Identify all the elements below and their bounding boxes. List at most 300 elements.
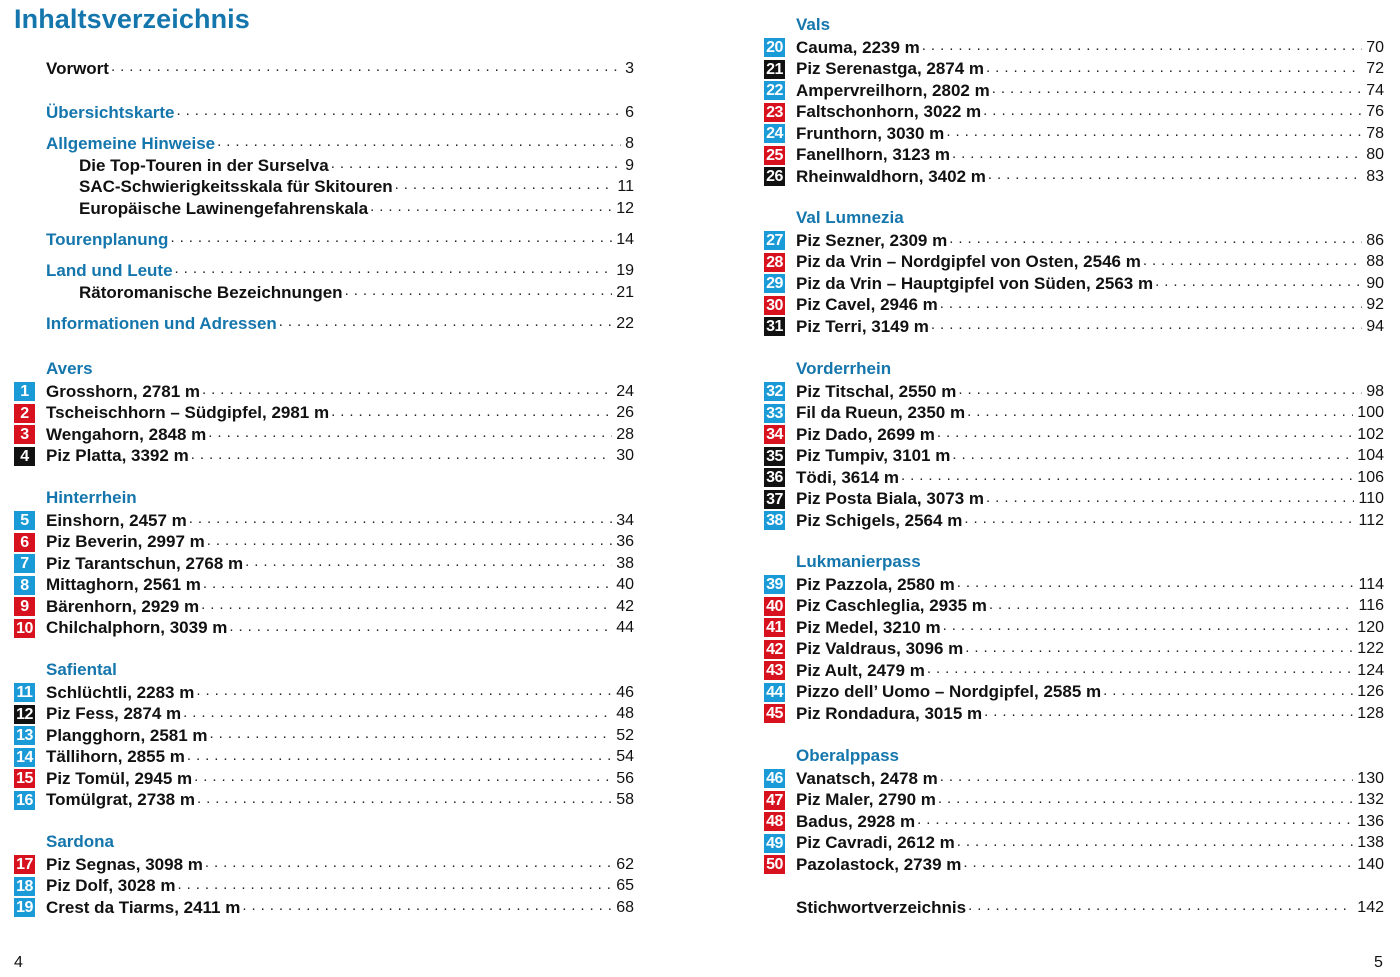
dot-leader <box>175 260 613 281</box>
dot-leader <box>927 660 1353 681</box>
toc-entry-label: SAC-Schwierigkeitsskala für Skitouren <box>79 176 393 196</box>
tour-entry-label: Piz Ault, 2479 m <box>796 660 925 680</box>
tour-entry-page: 120 <box>1357 618 1384 636</box>
section-heading: Val Lumnezia <box>796 208 904 227</box>
tour-entry-page: 72 <box>1366 60 1384 78</box>
tour-entry-page: 42 <box>616 597 634 615</box>
dot-leader <box>197 790 612 811</box>
dot-leader <box>203 575 612 596</box>
tour-entry[interactable] <box>796 660 1384 682</box>
tour-number-badge: 4 <box>14 447 35 466</box>
tour-entry-page: 38 <box>616 554 634 572</box>
dot-leader <box>170 229 612 250</box>
tour-number-badge: 26 <box>764 167 785 186</box>
right-page <box>700 0 1400 977</box>
tour-entry[interactable] <box>796 510 1384 532</box>
tour-entry[interactable] <box>796 230 1384 252</box>
dot-leader <box>983 102 1362 123</box>
dot-leader <box>177 102 622 123</box>
tour-number-badge: 29 <box>764 274 785 293</box>
toc-entry-label: Vorwort <box>46 58 109 78</box>
tour-entry[interactable] <box>46 897 634 919</box>
tour-entry[interactable] <box>46 876 634 898</box>
tour-entry[interactable] <box>46 381 634 403</box>
tour-entry-label: Chilchalphorn, 3039 m <box>46 618 228 638</box>
dot-leader <box>946 123 1362 144</box>
dot-leader <box>210 725 613 746</box>
tour-number-badge: 44 <box>764 683 785 702</box>
toc-entry-page: 3 <box>625 59 634 77</box>
tour-entry[interactable] <box>796 145 1384 167</box>
tour-number-badge: 3 <box>14 425 35 444</box>
tour-entry-page: 28 <box>616 425 634 443</box>
tour-entry-label: Ampervreilhorn, 2802 m <box>796 80 990 100</box>
section-heading: Safiental <box>46 660 117 679</box>
toc-entry[interactable] <box>79 155 634 177</box>
tour-entry-label: Cauma, 2239 m <box>796 37 920 57</box>
tour-number-badge: 8 <box>14 576 35 595</box>
toc-entry[interactable] <box>79 198 634 220</box>
page-number-right: 5 <box>1374 954 1383 971</box>
tour-entry[interactable] <box>796 424 1384 446</box>
tour-entry-label: Piz da Vrin – Nordgipfel von Osten, 2546 m <box>796 252 1141 272</box>
tour-entry[interactable] <box>796 768 1384 790</box>
tour-entry-label: Rheinwaldhorn, 3402 m <box>796 166 986 186</box>
tour-number-badge: 50 <box>764 855 785 874</box>
dot-leader <box>345 282 613 303</box>
tour-number-badge: 6 <box>14 533 35 552</box>
tour-entry-page: 124 <box>1357 661 1384 679</box>
tour-entry-label: Einshorn, 2457 m <box>46 510 187 530</box>
tour-entry-label: Fil da Rueun, 2350 m <box>796 403 966 423</box>
dot-leader <box>949 230 1362 251</box>
tour-entry[interactable] <box>796 252 1384 274</box>
dot-leader <box>964 510 1354 531</box>
tour-entry-label: Piz Tomül, 2945 m <box>46 768 193 788</box>
dot-leader <box>207 532 612 553</box>
tour-entry-label: Piz Dolf, 3028 m <box>46 876 176 896</box>
tour-entry[interactable] <box>46 790 634 812</box>
tour-entry-page: 76 <box>1366 103 1384 121</box>
dot-leader <box>183 704 612 725</box>
section-heading: Sardona <box>46 832 115 851</box>
tour-entry-page: 116 <box>1358 597 1384 615</box>
toc-entry-page: 14 <box>616 230 634 248</box>
tour-entry-label: Grosshorn, 2781 m <box>46 381 201 401</box>
section-heading: Avers <box>46 359 93 378</box>
section-heading: Vorderrhein <box>796 359 892 378</box>
dot-leader <box>331 155 621 176</box>
dot-leader <box>194 768 612 789</box>
tour-entry-page: 126 <box>1357 683 1384 701</box>
dot-leader <box>940 295 1362 316</box>
tour-entry-label: Tödi, 3614 m <box>796 467 899 487</box>
tour-entry[interactable] <box>46 596 634 618</box>
tour-entry[interactable] <box>796 166 1384 188</box>
tour-entry-page: 44 <box>616 619 634 637</box>
tour-entry-page: 104 <box>1357 447 1384 465</box>
tour-entry-label: Piz Tarantschun, 2768 m <box>46 553 244 573</box>
tour-entry[interactable] <box>46 854 634 876</box>
tour-entry[interactable] <box>796 59 1384 81</box>
tour-number-badge: 21 <box>764 60 785 79</box>
tour-entry[interactable] <box>796 403 1384 425</box>
tour-entry[interactable] <box>46 532 634 554</box>
dot-leader <box>1103 682 1353 703</box>
tour-entry[interactable] <box>796 37 1384 59</box>
tour-entry-label: Piz Posta Biala, 3073 m <box>796 489 985 509</box>
toc-entry-page: 22 <box>616 314 634 332</box>
tour-number-badge: 13 <box>14 726 35 745</box>
tour-entry-page: 56 <box>616 769 634 787</box>
tour-entry-label: Fanellhorn, 3123 m <box>796 145 950 165</box>
tour-entry-label: Badus, 2928 m <box>796 811 916 831</box>
dot-leader <box>986 489 1354 510</box>
tour-entry[interactable] <box>46 510 634 532</box>
tour-entry-label: Piz Beverin, 2997 m <box>46 532 205 552</box>
tour-number-badge: 35 <box>764 447 785 466</box>
toc-entry-page: 21 <box>616 283 634 301</box>
dot-leader <box>205 854 612 875</box>
tour-number-badge: 31 <box>764 317 785 336</box>
tour-number-badge: 39 <box>764 575 785 594</box>
dot-leader <box>989 596 1355 617</box>
tour-number-badge: 12 <box>14 705 35 724</box>
dot-leader <box>967 403 1353 424</box>
toc-entry-label: Europäische Lawinengefahrenskala <box>79 198 369 218</box>
toc-entry-label: Informationen und Adressen <box>46 313 277 333</box>
tour-entry-page: 112 <box>1358 511 1384 529</box>
tour-entry-label: Vanatsch, 2478 m <box>796 768 938 788</box>
tour-number-badge: 20 <box>764 38 785 57</box>
tour-entry-page: 140 <box>1357 855 1384 873</box>
page-number-left: 4 <box>14 954 23 971</box>
tour-entry-label: Plangghorn, 2581 m <box>46 725 208 745</box>
tour-entry-label: Faltschonhorn, 3022 m <box>796 102 982 122</box>
tour-entry[interactable] <box>796 80 1384 102</box>
tour-entry-page: 36 <box>616 533 634 551</box>
tour-entry-label: Piz Serenastga, 2874 m <box>796 59 985 79</box>
tour-entry[interactable] <box>796 574 1384 596</box>
dot-leader <box>187 747 612 768</box>
tour-entry[interactable] <box>46 704 634 726</box>
tour-entry[interactable] <box>46 575 634 597</box>
tour-entry[interactable] <box>796 639 1384 661</box>
dot-leader <box>958 381 1362 402</box>
dot-leader <box>901 467 1353 488</box>
tour-entry-page: 24 <box>616 382 634 400</box>
dot-leader <box>963 854 1353 875</box>
dot-leader <box>1143 252 1362 273</box>
dot-leader <box>952 446 1353 467</box>
tour-entry[interactable] <box>46 403 634 425</box>
toc-entry-label: Tourenplanung <box>46 229 169 249</box>
tour-entry-page: 54 <box>616 748 634 766</box>
toc-entry-label: Rätoromanische Bezeichnungen <box>79 282 343 302</box>
dot-leader <box>968 897 1353 918</box>
tour-entry-page: 78 <box>1366 124 1384 142</box>
tour-number-badge: 45 <box>764 704 785 723</box>
tour-entry-page: 138 <box>1357 834 1384 852</box>
tour-entry-label: Piz da Vrin – Hauptgipfel von Süden, 2563 m <box>796 273 1154 293</box>
tour-entry-page: 136 <box>1357 812 1384 830</box>
toc-entry[interactable] <box>46 229 634 251</box>
tour-number-badge: 1 <box>14 382 35 401</box>
dot-leader <box>992 80 1363 101</box>
page-title: Inhaltsverzeichnis <box>14 4 250 34</box>
tour-entry-label: Wengahorn, 2848 m <box>46 424 207 444</box>
tour-entry-label: Piz Schigels, 2564 m <box>796 510 963 530</box>
tour-number-badge: 11 <box>14 683 35 702</box>
dot-leader <box>279 313 612 334</box>
tour-entry-page: 114 <box>1358 575 1384 593</box>
tour-entry-label: Pazolastock, 2739 m <box>796 854 962 874</box>
tour-entry-label: Piz Cavradi, 2612 m <box>796 833 955 853</box>
tour-entry-label: Mittaghorn, 2561 m <box>46 575 201 595</box>
tour-number-badge: 47 <box>764 791 785 810</box>
tour-entry-label: Frunthorn, 3030 m <box>796 123 945 143</box>
toc-entry-label: Übersichtskarte <box>46 102 175 122</box>
tour-number-badge: 40 <box>764 597 785 616</box>
tour-entry-label: Piz Maler, 2790 m <box>796 790 936 810</box>
tour-number-badge: 14 <box>14 748 35 767</box>
tour-entry-label: Piz Pazzola, 2580 m <box>796 574 955 594</box>
tour-number-badge: 15 <box>14 769 35 788</box>
dot-leader <box>189 510 612 531</box>
tour-number-badge: 7 <box>14 554 35 573</box>
toc-entry[interactable] <box>46 260 634 282</box>
toc-entry-label: Land und Leute <box>46 260 173 280</box>
tour-entry[interactable] <box>796 596 1384 618</box>
toc-entry-page: 9 <box>625 156 634 174</box>
tour-entry[interactable] <box>796 854 1384 876</box>
tour-entry-page: 90 <box>1366 274 1384 292</box>
tour-entry-page: 46 <box>616 683 634 701</box>
tour-number-badge: 17 <box>14 855 35 874</box>
tour-number-badge: 27 <box>764 231 785 250</box>
tour-entry-label: Piz Tumpiv, 3101 m <box>796 446 951 466</box>
tour-entry-page: 26 <box>616 404 634 422</box>
tour-entry-page: 62 <box>616 855 634 873</box>
dot-leader <box>957 833 1354 854</box>
tour-entry-page: 80 <box>1366 146 1384 164</box>
tour-entry[interactable] <box>796 446 1384 468</box>
tour-number-badge: 18 <box>14 877 35 896</box>
tour-entry[interactable] <box>796 617 1384 639</box>
tour-entry-page: 128 <box>1357 704 1384 722</box>
tour-entry-page: 83 <box>1366 167 1384 185</box>
toc-entry[interactable] <box>46 102 634 124</box>
tour-entry-label: Piz Medel, 3210 m <box>796 617 941 637</box>
tour-entry-label: Tällihorn, 2855 m <box>46 747 185 767</box>
dot-leader <box>208 424 612 445</box>
tour-number-badge: 30 <box>764 296 785 315</box>
tour-entry-page: 58 <box>616 791 634 809</box>
tour-number-badge: 42 <box>764 640 785 659</box>
tour-number-badge: 2 <box>14 404 35 423</box>
dot-leader <box>217 133 621 154</box>
tour-entry-label: Tomülgrat, 2738 m <box>46 790 195 810</box>
dot-leader <box>229 618 612 639</box>
tour-entry-page: 74 <box>1366 81 1384 99</box>
dot-leader <box>938 790 1353 811</box>
tour-number-badge: 5 <box>14 511 35 530</box>
tour-entry-page: 40 <box>616 576 634 594</box>
tour-number-badge: 10 <box>14 619 35 638</box>
tour-entry-page: 52 <box>616 726 634 744</box>
tour-entry-label: Piz Sezner, 2309 m <box>796 230 948 250</box>
toc-entry-label: Die Top-Touren in der Surselva <box>79 155 329 175</box>
tour-entry-label: Piz Terri, 3149 m <box>796 316 929 336</box>
tour-entry-label: Bärenhorn, 2929 m <box>46 596 200 616</box>
tour-entry-label: Piz Valdraus, 3096 m <box>796 639 964 659</box>
tour-entry[interactable] <box>796 790 1384 812</box>
tour-number-badge: 32 <box>764 382 785 401</box>
tour-entry-page: 68 <box>616 898 634 916</box>
tour-entry-label: Piz Segnas, 3098 m <box>46 854 203 874</box>
toc-entry-page: 6 <box>625 103 634 121</box>
dot-leader <box>937 424 1353 445</box>
toc-entry-page: 19 <box>616 261 634 279</box>
toc-entry[interactable] <box>79 176 634 198</box>
toc-entry-page: 142 <box>1357 898 1384 916</box>
dot-leader <box>943 617 1354 638</box>
toc-entry[interactable] <box>46 313 634 335</box>
tour-entry-page: 132 <box>1357 791 1384 809</box>
dot-leader <box>177 876 612 897</box>
tour-number-badge: 41 <box>764 618 785 637</box>
tour-entry-label: Piz Cavel, 2946 m <box>796 295 938 315</box>
tour-entry[interactable] <box>796 811 1384 833</box>
tour-entry[interactable] <box>46 424 634 446</box>
tour-entry[interactable] <box>796 123 1384 145</box>
toc-entry-index[interactable] <box>796 897 1384 919</box>
tour-entry-page: 122 <box>1357 640 1384 658</box>
tour-entry[interactable] <box>796 682 1384 704</box>
tour-number-badge: 38 <box>764 511 785 530</box>
tour-number-badge: 46 <box>764 769 785 788</box>
tour-entry-label: Piz Platta, 3392 m <box>46 446 189 466</box>
tour-entry[interactable] <box>46 768 634 790</box>
tour-number-badge: 43 <box>764 661 785 680</box>
tour-entry-label: Piz Fess, 2874 m <box>46 704 182 724</box>
dot-leader <box>986 59 1362 80</box>
dot-leader <box>965 639 1353 660</box>
tour-entry[interactable] <box>796 489 1384 511</box>
tour-entry-page: 102 <box>1357 425 1384 443</box>
toc-entry[interactable] <box>79 282 634 304</box>
tour-entry-label: Crest da Tiarms, 2411 m <box>46 897 241 917</box>
toc-entry[interactable] <box>46 133 634 155</box>
tour-entry[interactable] <box>796 703 1384 725</box>
tour-entry-page: 48 <box>616 705 634 723</box>
tour-entry[interactable] <box>46 682 634 704</box>
tour-entry-label: Schlüchtli, 2283 m <box>46 682 195 702</box>
dot-leader <box>111 58 621 79</box>
dot-leader <box>245 553 612 574</box>
dot-leader <box>202 381 612 402</box>
tour-number-badge: 36 <box>764 468 785 487</box>
tour-number-badge: 25 <box>764 146 785 165</box>
tour-number-badge: 37 <box>764 490 785 509</box>
tour-entry-page: 130 <box>1357 769 1384 787</box>
tour-entry[interactable] <box>46 446 634 468</box>
tour-entry-label: Piz Dado, 2699 m <box>796 424 935 444</box>
tour-entry-label: Piz Caschleglia, 2935 m <box>796 596 987 616</box>
tour-entry-page: 110 <box>1358 490 1384 508</box>
tour-entry[interactable] <box>796 295 1384 317</box>
toc-entry-label: Stichwortverzeichnis <box>796 897 967 917</box>
tour-entry[interactable] <box>796 833 1384 855</box>
toc-entry[interactable] <box>46 58 634 80</box>
tour-entry[interactable] <box>796 102 1384 124</box>
tour-entry-page: 106 <box>1357 468 1384 486</box>
tour-entry-label: Piz Rondadura, 3015 m <box>796 703 983 723</box>
tour-entry-page: 70 <box>1366 38 1384 56</box>
dot-leader <box>395 176 614 197</box>
dot-leader <box>988 166 1362 187</box>
dot-leader <box>331 403 612 424</box>
dot-leader <box>201 596 612 617</box>
dot-leader <box>940 768 1354 789</box>
toc-entry-page: 11 <box>617 177 634 195</box>
dot-leader <box>931 316 1362 337</box>
tour-entry-page: 94 <box>1366 317 1384 335</box>
dot-leader <box>370 198 612 219</box>
section-heading: Hinterrhein <box>46 488 137 507</box>
dot-leader <box>242 897 612 918</box>
tour-entry-label: Pizzo dell’ Uomo – Nordgipfel, 2585 m <box>796 682 1102 702</box>
tour-entry[interactable] <box>796 273 1384 295</box>
tour-entry-page: 100 <box>1357 404 1384 422</box>
tour-number-badge: 23 <box>764 103 785 122</box>
dot-leader <box>952 145 1362 166</box>
dot-leader <box>922 37 1362 58</box>
toc-entry-page: 8 <box>625 134 634 152</box>
dot-leader <box>984 703 1353 724</box>
tour-number-badge: 19 <box>14 898 35 917</box>
tour-entry[interactable] <box>796 316 1384 338</box>
dot-leader <box>1155 273 1362 294</box>
dot-leader <box>196 682 612 703</box>
dot-leader <box>191 446 613 467</box>
tour-entry-page: 98 <box>1366 382 1384 400</box>
section-heading: Oberalppass <box>796 746 899 765</box>
tour-entry-page: 34 <box>616 511 634 529</box>
toc-entry-page: 12 <box>616 199 634 217</box>
toc-entry-label: Allgemeine Hinweise <box>46 133 216 153</box>
tour-number-badge: 33 <box>764 404 785 423</box>
tour-entry[interactable] <box>46 618 634 640</box>
tour-number-badge: 48 <box>764 812 785 831</box>
tour-entry-page: 86 <box>1366 231 1384 249</box>
tour-entry-page: 88 <box>1366 253 1384 271</box>
tour-number-badge: 28 <box>764 253 785 272</box>
tour-entry-page: 30 <box>616 447 634 465</box>
tour-entry[interactable] <box>46 747 634 769</box>
tour-entry[interactable] <box>46 553 634 575</box>
tour-entry[interactable] <box>796 467 1384 489</box>
tour-entry[interactable] <box>796 381 1384 403</box>
section-heading: Lukmanierpass <box>796 552 921 571</box>
dot-leader <box>957 574 1355 595</box>
tour-entry-label: Piz Titschal, 2550 m <box>796 381 957 401</box>
tour-number-badge: 9 <box>14 597 35 616</box>
dot-leader <box>917 811 1353 832</box>
tour-entry[interactable] <box>46 725 634 747</box>
tour-number-badge: 24 <box>764 124 785 143</box>
tour-entry-label: Tscheischhorn – Südgipfel, 2981 m <box>46 403 330 423</box>
